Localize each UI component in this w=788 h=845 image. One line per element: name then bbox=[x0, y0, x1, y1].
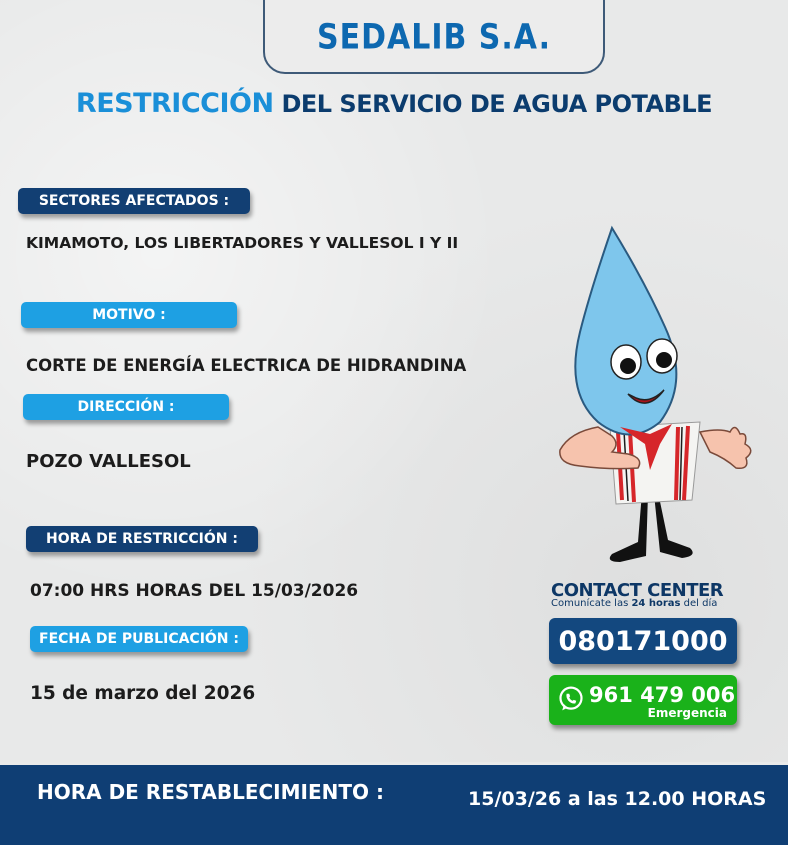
whatsapp-label: Emergencia bbox=[647, 706, 727, 720]
whatsapp-number: 961 479 006 bbox=[589, 683, 736, 707]
title-highlight: RESTRICCIÓN bbox=[75, 88, 274, 119]
page-title bbox=[0, 88, 788, 119]
water-drop-mascot bbox=[550, 222, 760, 567]
brand-logo: SEDALIB S.A. bbox=[317, 17, 551, 58]
hora-label: HORA DE RESTRICCIÓN : bbox=[26, 526, 258, 552]
restablecimiento-value: 15/03/26 a las 12.00 HORAS bbox=[468, 788, 767, 810]
title-rest: DEL SERVICIO DE AGUA POTABLE bbox=[273, 90, 713, 118]
sectores-label: SECTORES AFECTADOS : bbox=[18, 188, 250, 214]
header-box bbox=[263, 0, 605, 74]
contact-center-subtitle: Comunícate las 24 horas del día bbox=[551, 598, 718, 609]
contact-center-title: CONTACT CENTER bbox=[551, 580, 724, 601]
fecha-label: FECHA DE PUBLICACIÓN : bbox=[30, 626, 248, 652]
whatsapp-icon bbox=[557, 685, 585, 713]
restablecimiento-label: HORA DE RESTABLECIMIENTO : bbox=[37, 780, 384, 804]
phone-number-button[interactable]: 080171000 bbox=[549, 618, 737, 664]
motivo-label: MOTIVO : bbox=[21, 302, 237, 328]
fecha-value: 15 de marzo del 2026 bbox=[30, 683, 256, 704]
direccion-value: POZO VALLESOL bbox=[26, 451, 191, 472]
sectores-value: KIMAMOTO, LOS LIBERTADORES Y VALLESOL I Y II bbox=[26, 234, 459, 252]
motivo-value: CORTE DE ENERGÍA ELECTRICA DE HIDRANDINA bbox=[26, 356, 467, 375]
whatsapp-emergency-button[interactable] bbox=[549, 675, 737, 725]
hora-value: 07:00 HRS HORAS DEL 15/03/2026 bbox=[30, 581, 359, 601]
direccion-label: DIRECCIÓN : bbox=[23, 394, 229, 420]
